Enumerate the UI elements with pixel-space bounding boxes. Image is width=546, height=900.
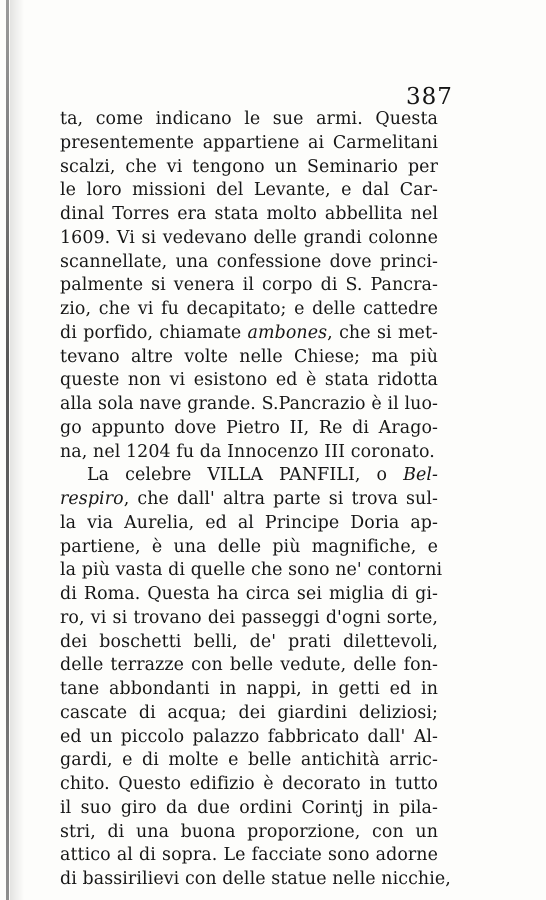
text-segment: , che dall' altra parte si trova sul- [123,489,438,509]
text-line [60,462,438,488]
page-number: 387 [406,84,453,110]
text-line: tevano altre volte nelle Chiese; ma più [60,346,438,367]
text-line: presentemente appartiene ai Carmelitani [60,132,438,153]
text-line: dei boschetti belli, de' prati dilettevoli, [60,631,438,652]
text-line: delle terrazze con belle vedute, delle fon- [60,655,438,676]
text-line: le loro missioni del Levante, e dal Car- [60,180,438,201]
text-segment: di porfido, chiamate [60,322,248,343]
text-line: ta, come indicano le sue armi. Questa [60,109,438,129]
text-line: chito. Questo edifizio è decorato in tutto [60,774,438,794]
text-line [60,486,438,512]
text-line: go appunto dove Pietro II, Re di Arago- [60,417,438,438]
italic-term: ambones [247,322,328,343]
text-line: tane abbondanti in nappi, in getti ed in [60,679,438,699]
text-segment: , che si met- [327,322,439,343]
text-segment: La celebre VILLA PANFILI, o [87,465,404,486]
text-line: ed un piccolo palazzo fabbricato dall' Al- [60,726,438,747]
text-line: di bassirilievi con delle statue nelle nicchie, [60,869,451,889]
text-line: palmente si venera il corpo di S. Pancra- [60,275,438,296]
text-line [60,320,438,346]
text-line: la via Aurelia, ed al Principe Doria ap- [60,512,438,533]
italic-term: respiro [60,489,124,509]
text-line: la più vasta di quelle che sono ne' contorni [60,560,443,581]
text-line: cascate di acqua; dei giardini deliziosi; [60,702,438,723]
text-line: stri, di una buona proporzione, con un [60,821,438,842]
text-line: na, nel 1204 fu da Innocenzo III coronato. [60,441,435,462]
text-line: scalzi, che vi tengono un Seminario per [60,156,438,177]
text-line: alla sola nave grande. S.Pancrazio è il luo- [60,394,438,414]
text-line: il suo giro da due ordini Corintj in pila- [60,797,438,818]
italic-term: Bel- [403,465,438,486]
text-line: queste non vi esistono ed è stata ridotta [60,370,438,391]
text-line: gardi, e di molte e belle antichità arric- [60,750,438,771]
text-line: 1609. Vi si vedevano delle grandi colonne [60,227,438,248]
text-line: attico al di sopra. Le facciate sono adorne [60,845,438,866]
text-line: scannellate, una confessione dove princi- [60,251,438,272]
binding-shadow [10,0,24,900]
text-line: partiene, è una delle più magnifiche, e [60,536,438,557]
text-line: zio, che vi fu decapitato; e delle cattedre [60,299,438,319]
text-line: dinal Torres era stata molto abbellita nel [60,204,438,224]
binding-edge [6,0,9,900]
text-line: di Roma. Questa ha circa sei miglia di gi- [60,584,438,604]
text-line: ro, vi si trovano dei passeggi d'ogni sorte, [60,607,438,628]
